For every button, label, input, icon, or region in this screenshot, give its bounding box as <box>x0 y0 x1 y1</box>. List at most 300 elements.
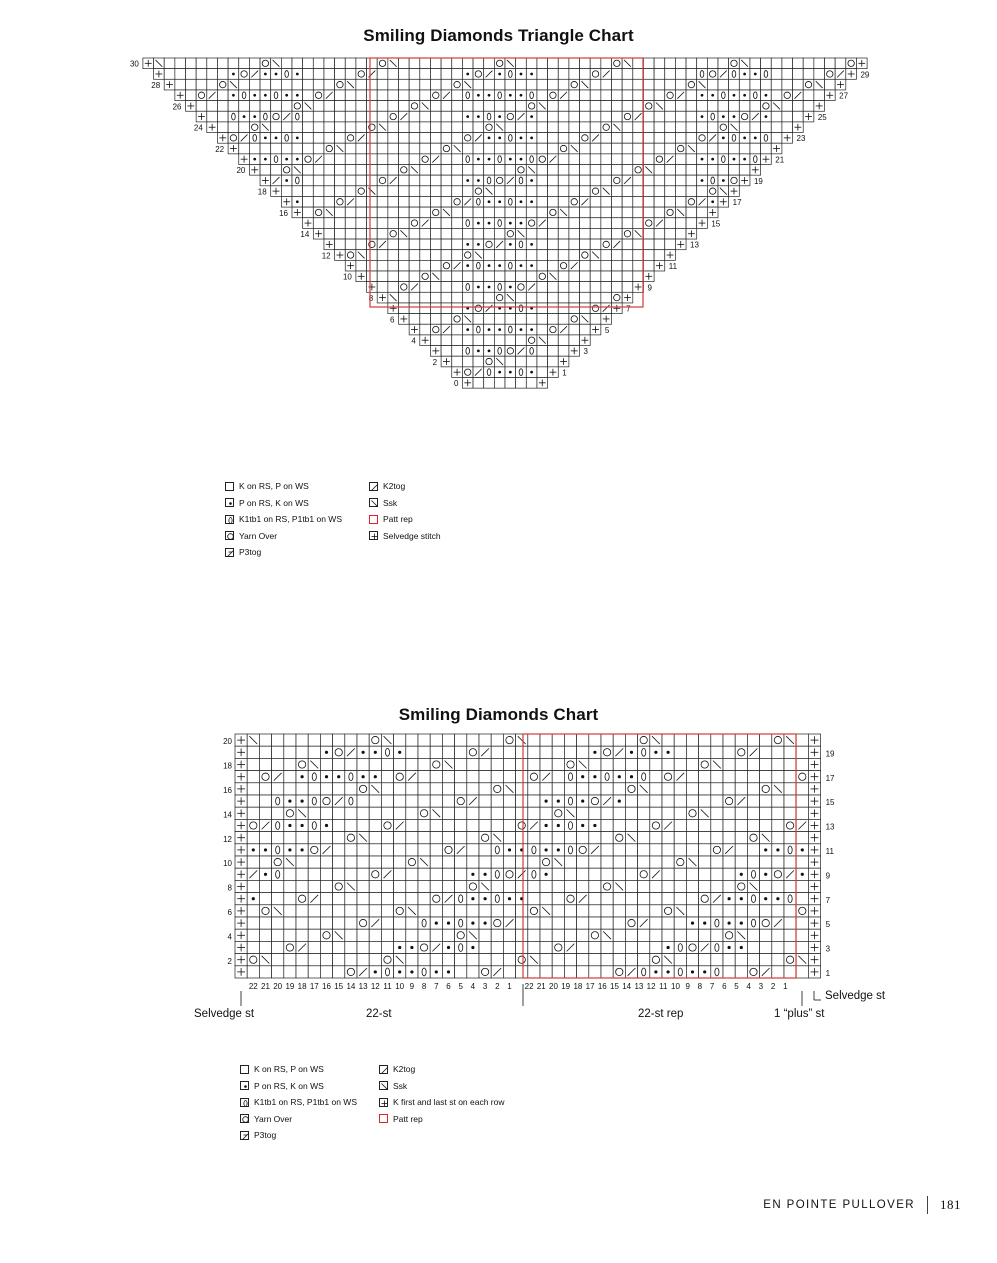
column-number: 15 <box>334 982 344 991</box>
chart-cell <box>552 758 564 770</box>
chart-cell <box>503 771 515 783</box>
yo-icon <box>225 531 234 540</box>
chart-cell <box>503 941 515 953</box>
dot-icon <box>240 1081 249 1090</box>
chart-cell <box>259 771 271 783</box>
chart-cell <box>552 954 564 966</box>
chart-cell <box>650 954 662 966</box>
chart-cell <box>479 795 491 807</box>
chart-cell <box>674 795 686 807</box>
purl-dot-icon <box>398 970 401 973</box>
chart-cell <box>284 832 296 844</box>
chart-cell <box>747 844 759 856</box>
chart-cell <box>711 905 723 917</box>
chart-cell <box>418 783 430 795</box>
chart-cell <box>638 807 650 819</box>
chart-cell <box>345 941 357 953</box>
chart-cell <box>333 880 345 892</box>
purl-dot-icon <box>776 897 779 900</box>
row-number: 29 <box>860 70 870 80</box>
chart-cell <box>528 905 540 917</box>
chart-cell <box>760 795 772 807</box>
chart-cell <box>430 758 442 770</box>
row-number: 12 <box>223 834 232 844</box>
chart-cell <box>455 771 467 783</box>
chart-cell <box>625 819 637 831</box>
chart-cell <box>381 856 393 868</box>
chart-cell <box>796 795 808 807</box>
chart-cell <box>369 929 381 941</box>
chart-cell <box>613 844 625 856</box>
purl-dot-icon <box>252 848 255 851</box>
purl-dot-icon <box>557 848 560 851</box>
column-number: 12 <box>370 982 380 991</box>
column-number: 1 <box>783 982 788 991</box>
chart-cell <box>406 783 418 795</box>
chart-cell <box>711 880 723 892</box>
chart-cell <box>723 880 735 892</box>
purl-dot-icon <box>398 751 401 754</box>
row-number: 8 <box>368 293 374 303</box>
purl-dot-icon <box>337 775 340 778</box>
chart-cell <box>333 746 345 758</box>
chart-cell <box>418 880 430 892</box>
chart-cell <box>345 905 357 917</box>
chart-cell <box>308 917 320 929</box>
chart-cell <box>296 832 308 844</box>
chart-cell <box>735 844 747 856</box>
purl-dot-icon <box>325 751 328 754</box>
chart-cell <box>772 905 784 917</box>
chart-cell <box>662 734 674 746</box>
chart-cell <box>333 844 345 856</box>
triangle-legend-col2 <box>369 478 441 544</box>
chart-cell <box>747 905 759 917</box>
chart-cell <box>430 734 442 746</box>
row-number: 16 <box>223 786 232 795</box>
chart-cell <box>784 954 796 966</box>
chart-cell <box>528 832 540 844</box>
chart-cell <box>406 832 418 844</box>
chart-cell <box>430 868 442 880</box>
chart-cell <box>796 807 808 819</box>
chart-cell <box>686 844 698 856</box>
chart-cell <box>516 795 528 807</box>
chart-cell <box>259 795 271 807</box>
chart-cell <box>381 893 393 905</box>
chart-cell <box>308 807 320 819</box>
chart-cell <box>760 905 772 917</box>
chart-cell <box>699 856 711 868</box>
chart-cell <box>345 819 357 831</box>
legend-item <box>369 511 441 528</box>
chart-cell <box>625 905 637 917</box>
chart-cell <box>467 734 479 746</box>
chart-cell <box>320 856 332 868</box>
chart-cell <box>491 771 503 783</box>
chart-cell <box>662 929 674 941</box>
chart-cell <box>662 771 674 783</box>
chart-cell <box>442 746 454 758</box>
column-number: 16 <box>597 982 607 991</box>
purl-dot-icon <box>398 946 401 949</box>
chart-cell <box>467 954 479 966</box>
chart-cell <box>552 783 564 795</box>
smiling-row <box>235 795 821 807</box>
chart-cell <box>699 832 711 844</box>
chart-cell <box>772 941 784 953</box>
purl-dot-icon <box>545 824 548 827</box>
chart-cell <box>308 844 320 856</box>
chart-cell <box>296 856 308 868</box>
column-number: 17 <box>309 982 319 991</box>
chart-cell <box>296 868 308 880</box>
row-number: 6 <box>227 908 232 917</box>
chart-cell <box>455 758 467 770</box>
chart-cell <box>394 844 406 856</box>
chart-cell <box>430 929 442 941</box>
chart-cell <box>272 746 284 758</box>
chart-cell <box>369 795 381 807</box>
chart-cell <box>577 844 589 856</box>
chart-cell <box>272 917 284 929</box>
chart-cell <box>357 807 369 819</box>
chart-cell <box>552 917 564 929</box>
purl-dot-icon <box>593 775 596 778</box>
chart-cell <box>528 783 540 795</box>
row-number: 13 <box>690 240 699 250</box>
chart-cell <box>442 734 454 746</box>
chart-cell <box>333 966 345 978</box>
yo-icon <box>240 1114 249 1123</box>
chart-cell <box>638 905 650 917</box>
chart-cell <box>284 758 296 770</box>
purl-dot-icon <box>325 775 328 778</box>
chart-cell <box>723 795 735 807</box>
row-number: 12 <box>321 251 331 261</box>
row-number: 19 <box>753 176 763 186</box>
footer-divider <box>927 1196 928 1214</box>
chart-cell <box>540 966 552 978</box>
chart-cell <box>796 746 808 758</box>
smiling-row <box>235 807 821 819</box>
chart-cell <box>711 807 723 819</box>
chart-cell <box>320 734 332 746</box>
chart-cell <box>747 783 759 795</box>
chart-cell <box>625 795 637 807</box>
chart-cell <box>259 832 271 844</box>
chart-cell <box>625 734 637 746</box>
chart-cell <box>601 856 613 868</box>
legend-label: Selvedge stitch <box>383 530 441 541</box>
chart-cell <box>247 880 259 892</box>
row-number: 21 <box>775 155 785 165</box>
chart-cell <box>369 758 381 770</box>
purl-dot-icon <box>471 897 474 900</box>
purl-dot-icon <box>301 824 304 827</box>
triangle-legend-col1 <box>225 478 342 561</box>
row-number: 2 <box>227 956 232 966</box>
chart-cell <box>381 783 393 795</box>
chart-cell <box>455 954 467 966</box>
legend-item <box>225 495 342 512</box>
chart-cell <box>308 832 320 844</box>
chart-cell <box>272 941 284 953</box>
chart-cell <box>296 783 308 795</box>
purl-dot-icon <box>301 800 304 803</box>
row-number: 17 <box>825 773 835 783</box>
chart-cell <box>723 819 735 831</box>
column-number: 4 <box>746 982 751 991</box>
chart-cell <box>345 954 357 966</box>
chart-cell <box>247 966 259 978</box>
chart-cell <box>711 856 723 868</box>
chart-cell <box>577 856 589 868</box>
chart-cell <box>552 893 564 905</box>
chart-cell <box>662 844 674 856</box>
legend-label: K2tog <box>393 1064 416 1074</box>
chart-cell <box>613 868 625 880</box>
chart-cell <box>577 917 589 929</box>
legend-label: Patt rep <box>383 514 413 524</box>
chart-cell <box>467 832 479 844</box>
chart-cell <box>589 758 601 770</box>
chart-cell <box>503 795 515 807</box>
chart-cell <box>516 917 528 929</box>
k2tog-icon <box>379 1065 388 1074</box>
chart-cell <box>406 917 418 929</box>
purl-dot-icon <box>581 800 584 803</box>
chart-cell <box>613 954 625 966</box>
chart-cell <box>735 880 747 892</box>
chart-cell <box>418 832 430 844</box>
chart-cell <box>418 819 430 831</box>
chart-cell <box>723 832 735 844</box>
chart-cell <box>394 880 406 892</box>
chart-cell <box>686 954 698 966</box>
row-number: 2 <box>432 357 438 367</box>
chart-cell <box>296 758 308 770</box>
page-footer <box>763 1196 961 1214</box>
chart-cell <box>516 819 528 831</box>
column-number: 19 <box>561 982 571 991</box>
chart-cell <box>272 856 284 868</box>
chart-cell <box>589 929 601 941</box>
chart-cell <box>625 844 637 856</box>
chart-cell <box>796 966 808 978</box>
chart-cell <box>699 905 711 917</box>
chart-cell <box>686 758 698 770</box>
chart-cell <box>479 856 491 868</box>
chart-cell <box>284 746 296 758</box>
chart-cell <box>784 941 796 953</box>
chart-cell <box>406 746 418 758</box>
chart-cell <box>247 807 259 819</box>
chart-cell <box>528 746 540 758</box>
chart-cell <box>418 844 430 856</box>
chart-cell <box>760 783 772 795</box>
chart-cell <box>552 880 564 892</box>
chart-cell <box>381 917 393 929</box>
row-number: 0 <box>453 379 459 389</box>
chart-cell <box>357 844 369 856</box>
legend-item <box>225 511 342 528</box>
row-number: 18 <box>257 187 267 197</box>
chart-cell <box>394 868 406 880</box>
chart-cell <box>455 832 467 844</box>
chart-cell <box>491 807 503 819</box>
chart-cell <box>589 917 601 929</box>
chart-cell <box>455 905 467 917</box>
chart-cell <box>662 868 674 880</box>
chart-cell <box>674 844 686 856</box>
chart-cell <box>345 966 357 978</box>
chart-cell <box>711 771 723 783</box>
row-number: 27 <box>839 91 849 101</box>
chart-cell <box>479 844 491 856</box>
chart-cell <box>394 807 406 819</box>
chart-cell <box>247 819 259 831</box>
chart-cell <box>601 734 613 746</box>
chart-cell <box>686 819 698 831</box>
smiling-row <box>235 966 821 978</box>
chart-cell <box>577 880 589 892</box>
chart-cell <box>552 966 564 978</box>
purl-dot-icon <box>374 751 377 754</box>
chart-cell <box>284 917 296 929</box>
chart-cell <box>577 807 589 819</box>
chart-cell <box>650 819 662 831</box>
chart-cell <box>613 966 625 978</box>
chart-cell <box>272 954 284 966</box>
chart-cell <box>381 905 393 917</box>
axis-plus-st: 1 “plus” st <box>774 1008 825 1020</box>
chart-cell <box>528 734 540 746</box>
chart-cell <box>467 856 479 868</box>
chart-cell <box>601 893 613 905</box>
chart-cell <box>723 954 735 966</box>
chart-cell <box>333 905 345 917</box>
chart-cell <box>418 734 430 746</box>
purl-dot-icon <box>435 970 438 973</box>
chart-cell <box>613 783 625 795</box>
rep-icon <box>379 1114 388 1123</box>
chart-cell <box>296 734 308 746</box>
chart-cell <box>662 893 674 905</box>
chart-cell <box>735 771 747 783</box>
chart-cell <box>625 807 637 819</box>
chart-cell <box>442 880 454 892</box>
chart-cell <box>760 941 772 953</box>
chart-cell <box>601 905 613 917</box>
chart-cell <box>747 929 759 941</box>
chart-cell <box>760 954 772 966</box>
chart-cell <box>455 966 467 978</box>
chart-cell <box>613 856 625 868</box>
chart-cell <box>601 758 613 770</box>
chart-cell <box>760 880 772 892</box>
chart-cell <box>638 941 650 953</box>
chart-cell <box>369 832 381 844</box>
chart-cell <box>491 856 503 868</box>
chart-cell <box>284 966 296 978</box>
column-number: 5 <box>458 982 463 991</box>
chart-cell <box>747 807 759 819</box>
chart-cell <box>735 734 747 746</box>
chart-cell <box>674 783 686 795</box>
chart-cell <box>357 880 369 892</box>
chart-cell <box>589 880 601 892</box>
chart-cell <box>503 880 515 892</box>
chart-cell <box>479 905 491 917</box>
chart-cell <box>723 807 735 819</box>
chart-cell <box>406 844 418 856</box>
chart-cell <box>320 758 332 770</box>
chart-cell <box>516 880 528 892</box>
chart-cell <box>284 880 296 892</box>
chart-cell <box>491 783 503 795</box>
purl-dot-icon <box>301 848 304 851</box>
chart-cell <box>540 832 552 844</box>
purl-dot-icon <box>325 824 328 827</box>
chart-cell <box>711 795 723 807</box>
chart-cell <box>625 868 637 880</box>
chart-cell <box>564 856 576 868</box>
chart-cell <box>467 746 479 758</box>
row-number: 9 <box>647 283 652 293</box>
column-number: 11 <box>659 982 668 991</box>
chart-cell <box>381 880 393 892</box>
chart-cell <box>394 771 406 783</box>
legend-item <box>240 1061 357 1078</box>
chart-cell <box>723 966 735 978</box>
chart-cell <box>455 819 467 831</box>
chart-cell <box>528 966 540 978</box>
chart-cell <box>638 819 650 831</box>
column-number: 7 <box>434 982 439 991</box>
chart-cell <box>345 832 357 844</box>
chart-cell <box>784 929 796 941</box>
chart-cell <box>686 880 698 892</box>
chart-cell <box>735 758 747 770</box>
purl-dot-icon <box>435 922 438 925</box>
chart-cell <box>320 954 332 966</box>
row-number: 17 <box>732 198 742 208</box>
chart-cell <box>540 880 552 892</box>
purl-dot-icon <box>471 873 474 876</box>
chart-cell <box>735 856 747 868</box>
chart-cell <box>369 954 381 966</box>
column-number: 21 <box>261 982 270 991</box>
axis-selvedge-right: Selvedge st <box>825 990 886 1002</box>
legend-label: P3tog <box>239 547 262 557</box>
column-number: 9 <box>409 982 415 991</box>
chart-cell <box>357 856 369 868</box>
chart-cell <box>552 868 564 880</box>
legend-label: K on RS, P on WS <box>254 1064 324 1074</box>
chart-cell <box>601 783 613 795</box>
chart-cell <box>784 783 796 795</box>
chart-cell <box>296 954 308 966</box>
chart-cell <box>723 783 735 795</box>
smiling-row <box>235 880 821 892</box>
chart-cell <box>394 758 406 770</box>
chart-cell <box>625 954 637 966</box>
row-number: 4 <box>411 336 416 346</box>
chart-cell <box>650 807 662 819</box>
chart-cell <box>613 893 625 905</box>
chart-cell <box>247 856 259 868</box>
